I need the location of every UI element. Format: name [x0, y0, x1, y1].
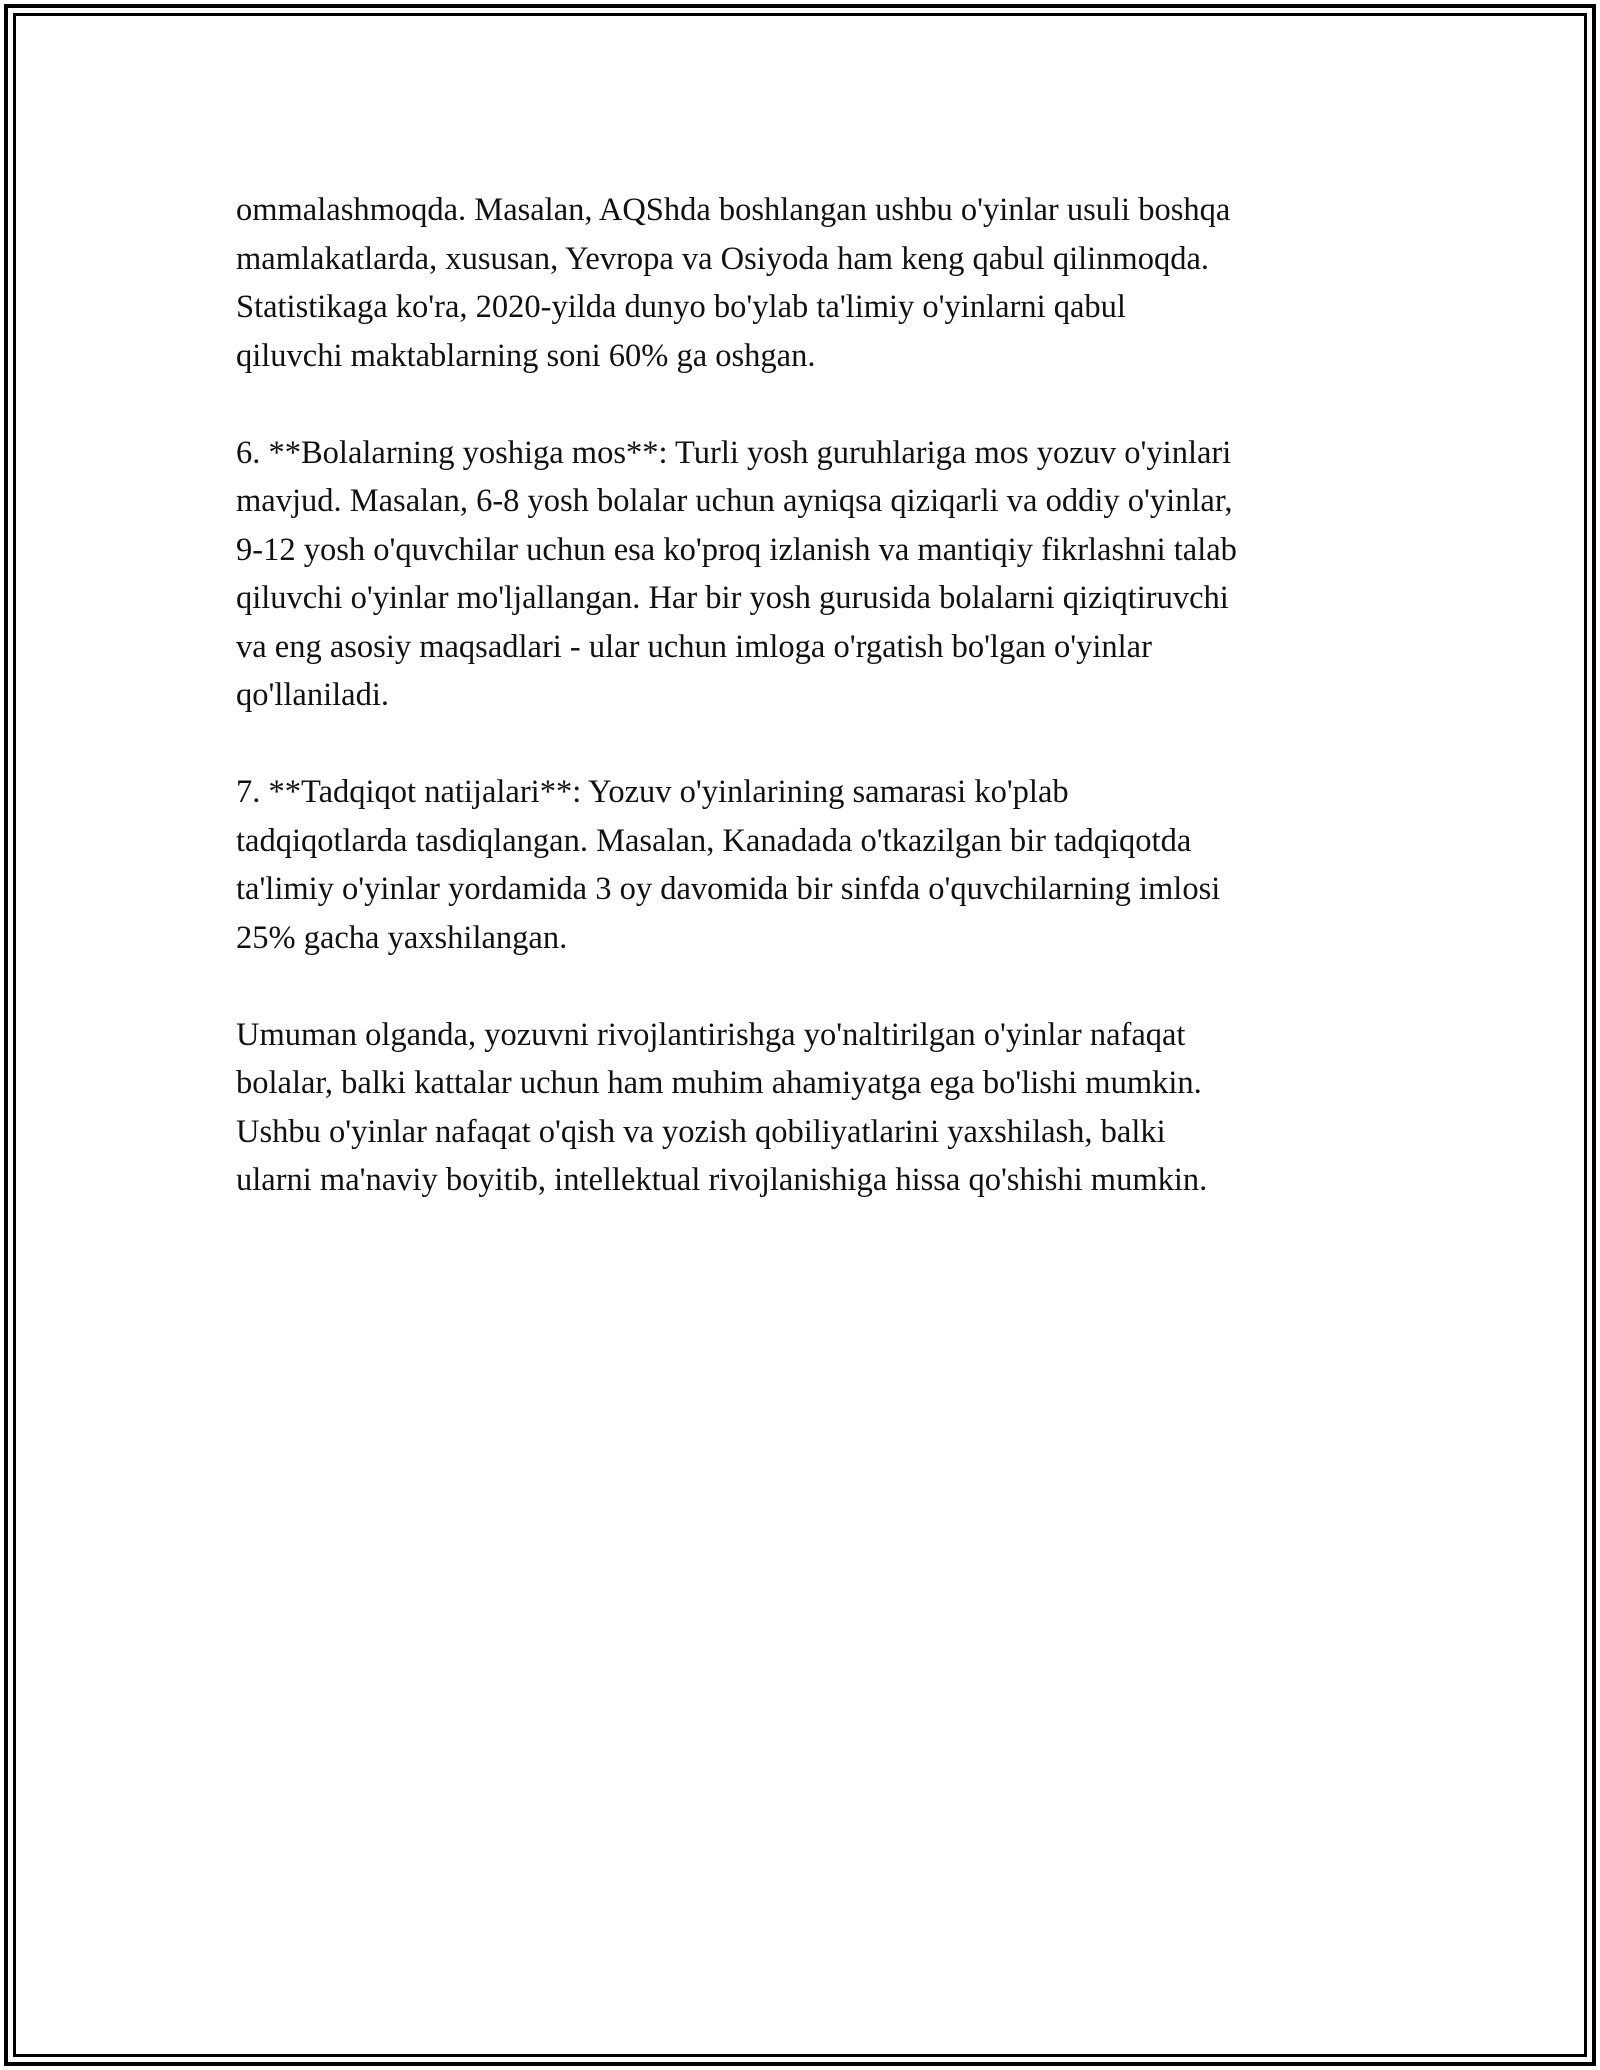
- paragraph-research-results: [236, 768, 1416, 962]
- text-line: Statistikaga ko'ra, 2020-yilda dunyo bo'ylab ta'limiy o'yinlarni qabul: [236, 289, 1126, 325]
- text-line: Ushbu o'yinlar nafaqat o'qish va yozish qobiliyatlarini yaxshilash, balki: [236, 1113, 1166, 1150]
- paragraph-age-appropriate: [236, 429, 1416, 720]
- paragraph-conclusion: [236, 1011, 1416, 1205]
- text-line: mavjud. Masalan, 6-8 yosh bolalar uchun ayniqsa qiziqarli va oddiy o'yinlar,: [236, 483, 1233, 519]
- text-line: mamlakatlarda, xususan, Yevropa va Osiyoda ham keng qabul qilinmoqda.: [236, 240, 1210, 277]
- text-line: bolalar, balki kattalar uchun ham muhim ahamiyatga ega bo'lishi mumkin.: [236, 1065, 1202, 1101]
- document-body: [236, 186, 1416, 1253]
- text-line: Umuman olganda, yozuvni rivojlantirishga yo'naltirilgan o'yinlar nafaqat: [236, 1016, 1186, 1053]
- text-line: 9-12 yosh o'quvchilar uchun esa ko'proq izlanish va mantiqiy fikrlashni talab: [236, 531, 1237, 568]
- text-line: 7. **Tadqiqot natijalari**: Yozuv o'yinlarining samarasi ko'plab: [236, 774, 1069, 810]
- text-line: 25% gacha yaxshilangan.: [236, 919, 568, 956]
- text-line: va eng asosiy maqsadlari - ular uchun imloga o'rgatish bo'lgan o'yinlar: [236, 628, 1152, 665]
- text-line: qiluvchi o'yinlar mo'ljallangan. Har bir yosh gurusida bolalarni qiziqtiruvchi: [236, 580, 1229, 616]
- paragraph-adoption-statistics: [236, 186, 1416, 380]
- text-line: ommalashmoqda. Masalan, AQShda boshlangan ushbu o'yinlar usuli boshqa: [236, 192, 1231, 228]
- text-line: ta'limiy o'yinlar yordamida 3 oy davomida bir sinfda o'quvchilarning imlosi: [236, 871, 1221, 907]
- text-line: qo'llaniladi.: [236, 677, 389, 713]
- text-line: qiluvchi maktablarning soni 60% ga oshgan.: [236, 337, 816, 374]
- text-line: ularni ma'naviy boyitib, intellektual rivojlanishiga hissa qo'shishi mumkin.: [236, 1162, 1208, 1198]
- text-line: tadqiqotlarda tasdiqlangan. Masalan, Kanadada o'tkazilgan bir tadqiqotda: [236, 822, 1192, 859]
- text-line: 6. **Bolalarning yoshiga mos**: Turli yosh guruhlariga mos yozuv o'yinlari: [236, 434, 1232, 471]
